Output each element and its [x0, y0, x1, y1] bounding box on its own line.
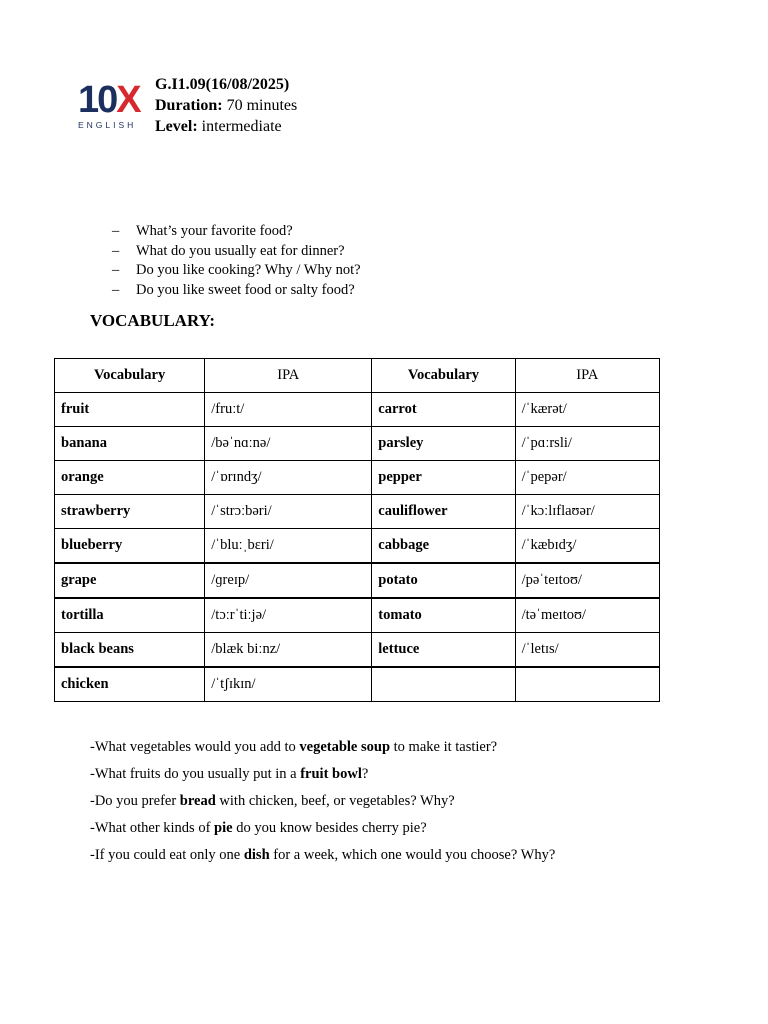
- vocab-word: orange: [55, 461, 205, 495]
- table-row: [55, 461, 660, 495]
- vocab-word: black beans: [55, 633, 205, 668]
- duration-label: Duration:: [155, 97, 223, 114]
- discussion-question: -If you could eat only one dish for a week, which one would you choose? Why?: [90, 847, 556, 863]
- vocab-word: grape: [55, 563, 205, 598]
- ipa-cell: /ˈkærət/: [515, 393, 659, 427]
- vocab-word: blueberry: [55, 529, 205, 564]
- discussion-question: -Do you prefer bread with chicken, beef, or vegetables? Why?: [90, 793, 455, 809]
- table-row: [55, 667, 660, 702]
- list-item: – What do you usually eat for dinner?: [112, 242, 361, 262]
- lesson-code: G.I1.09(16/08/2025): [155, 76, 290, 93]
- ipa-cell: /ɡreɪp/: [205, 563, 372, 598]
- table-row: [55, 393, 660, 427]
- ipa-cell: /təˈmeɪtoʊ/: [515, 598, 659, 633]
- vocab-word: strawberry: [55, 495, 205, 529]
- ipa-cell: /ˈstrɔːbəri/: [205, 495, 372, 529]
- ipa-cell: /blæk biːnz/: [205, 633, 372, 668]
- vocab-word: tomato: [372, 598, 515, 633]
- duration-value: 70 minutes: [226, 97, 298, 114]
- level-label: Level:: [155, 118, 198, 135]
- ipa-cell: /bəˈnɑːnə/: [205, 427, 372, 461]
- vocab-word: cauliflower: [372, 495, 515, 529]
- ipa-cell: [515, 667, 659, 702]
- table-row: [55, 529, 660, 564]
- ipa-cell: /ˈpɑːrsli/: [515, 427, 659, 461]
- ipa-cell: /ˈletɪs/: [515, 633, 659, 668]
- discussion-question: -What vegetables would you add to vegetable soup to make it tastier?: [90, 739, 498, 755]
- logo-mark: 10X: [78, 79, 140, 121]
- vocab-word: tortilla: [55, 598, 205, 633]
- ipa-cell: /fruːt/: [205, 393, 372, 427]
- discussion-questions: [90, 734, 555, 869]
- table-row: [55, 598, 660, 633]
- vocab-word: cabbage: [372, 529, 515, 564]
- ipa-cell: /ˈpepər/: [515, 461, 659, 495]
- vocab-word: parsley: [372, 427, 515, 461]
- vocab-word: potato: [372, 563, 515, 598]
- vocab-word: carrot: [372, 393, 515, 427]
- ipa-cell: /ˈkæbɪdʒ/: [515, 529, 659, 564]
- vocabulary-title: VOCABULARY:: [90, 311, 216, 330]
- discussion-question: -What fruits do you usually put in a fruit bowl?: [90, 766, 369, 782]
- list-item: – Do you like sweet food or salty food?: [112, 281, 361, 301]
- ipa-cell: /pəˈteɪtoʊ/: [515, 563, 659, 598]
- table-row: [55, 495, 660, 529]
- vocab-word: chicken: [55, 667, 205, 702]
- vocab-word: banana: [55, 427, 205, 461]
- column-header: IPA: [205, 359, 372, 393]
- vocab-word: lettuce: [372, 633, 515, 668]
- table-row: [55, 633, 660, 668]
- vocabulary-table: [54, 358, 660, 702]
- table-header-row: [55, 359, 660, 393]
- column-header: Vocabulary: [372, 359, 515, 393]
- list-item: – What’s your favorite food?: [112, 222, 361, 242]
- column-header: IPA: [515, 359, 659, 393]
- ipa-cell: /ˈtʃɪkɪn/: [205, 667, 372, 702]
- brand-logo: [78, 79, 140, 132]
- warmup-questions: [112, 222, 361, 300]
- logo-subtext: ENGLISH: [78, 120, 137, 130]
- vocab-word: pepper: [372, 461, 515, 495]
- table-row: [55, 427, 660, 461]
- list-item: – Do you like cooking? Why / Why not?: [112, 261, 361, 281]
- ipa-cell: /tɔːrˈtiːjə/: [205, 598, 372, 633]
- table-row: [55, 563, 660, 598]
- column-header: Vocabulary: [55, 359, 205, 393]
- discussion-question: -What other kinds of pie do you know besides cherry pie?: [90, 820, 427, 836]
- level-value: intermediate: [201, 118, 282, 135]
- vocab-word: [372, 667, 515, 702]
- ipa-cell: /ˈbluːˌbɛri/: [205, 529, 372, 564]
- ipa-cell: /ˈɒrɪndʒ/: [205, 461, 372, 495]
- vocab-word: fruit: [55, 393, 205, 427]
- lesson-header: [155, 74, 297, 137]
- ipa-cell: /ˈkɔːlɪflaʊər/: [515, 495, 659, 529]
